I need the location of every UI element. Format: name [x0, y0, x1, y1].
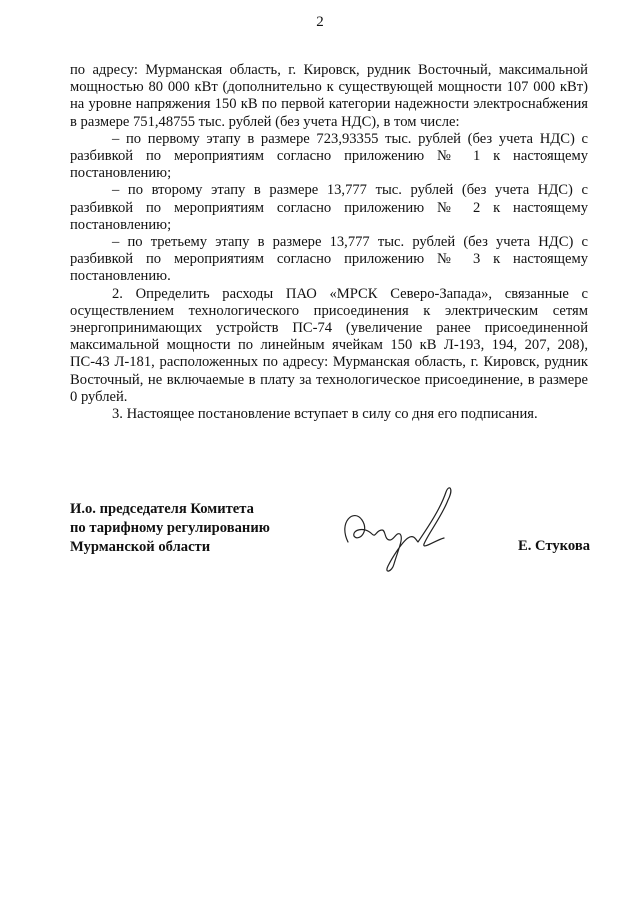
signer-title-line-3: Мурманской области: [70, 539, 211, 555]
signer-name: Е. Стукова: [518, 538, 590, 554]
page-number: 2: [316, 14, 324, 30]
signer-title-line-1: И.о. председателя Комитета: [70, 501, 254, 517]
list-item-stage-3: – по третьему этапу в размере 13,777 тыс. рублей (без учета НДС) с разбивкой по мероприятиям согласно приложению № 3 к настоящему постановлению.: [70, 234, 588, 285]
list-item-stage-1: – по первому этапу в размере 723,93355 тыс. рублей (без учета НДС) с разбивкой по мероприятиям согласно приложению № 1 к настоящему постановлению;: [70, 130, 588, 182]
document-body: [70, 62, 588, 423]
paragraph-effective-date: 3. Настоящее постановление вступает в силу со дня его подписания.: [112, 406, 538, 423]
signature-block: [70, 500, 590, 590]
handwritten-signature: [332, 480, 472, 585]
paragraph-address: по адресу: Мурманская область, г. Кировск, рудник Восточный, максимальной мощностью 80 000 кВт (дополнительно к существующей мощности 107 000 кВт) на уровне напряжения 150 кВ по первой категории надежности электроснабжения в размере 751,48755 тыс. рублей (без учета НДС), в том числе:: [70, 62, 588, 130]
paragraph-expenses: 2. Определить расходы ПАО «МРСК Северо-Запада», связанные с осуществлением технологического присоединения к электрическим сетям энергопринимающих устройств ПС-74 (увеличение ранее присоединенной максимальной мощности по линейным ячейкам 150 кВ Л-193, 194, 207, 208), ПС-43 Л-181, расположенных по адресу: Мурманская область, г. Кировск, рудник Восточный, не включаемые в плату за технологическое присоединение, в размере 0 рублей.: [70, 285, 588, 405]
signer-title: [70, 500, 270, 557]
list-item-stage-2: – по второму этапу в размере 13,777 тыс. рублей (без учета НДС) с разбивкой по мероприятиям согласно приложению № 2 к настоящему постановлению;: [70, 182, 588, 233]
signer-title-line-2: по тарифному регулированию: [70, 520, 270, 536]
